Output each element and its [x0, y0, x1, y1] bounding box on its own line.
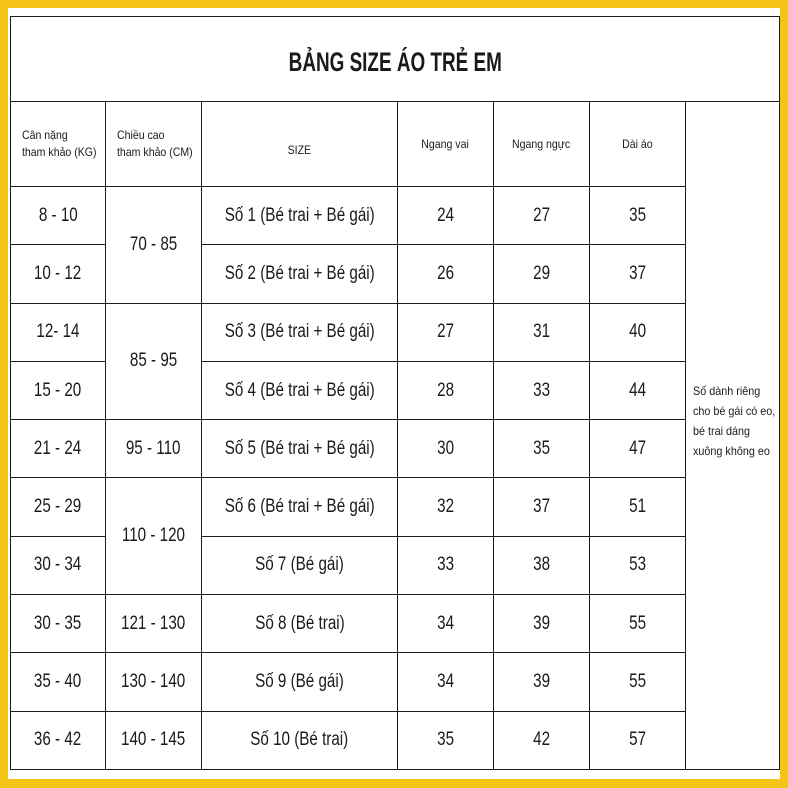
size-value: Số 8 (Bé trai) [254, 612, 345, 634]
header-height-line: Chiều cao [117, 128, 165, 142]
header-weight-line: tham khảo (KG) [22, 145, 97, 159]
header-weight [11, 102, 106, 187]
length-value: 57 [629, 729, 646, 751]
chest-cell [494, 595, 590, 653]
height-value: 70 - 85 [129, 233, 178, 255]
header-shoulder-label: Ngang vai [421, 137, 470, 151]
length-cell [590, 303, 686, 361]
note-line: Số dành riêng [693, 384, 761, 399]
size-value: Số 2 (Bé trai + Bé gái) [224, 262, 375, 284]
weight-value: 30 - 35 [34, 612, 82, 634]
length-value: 40 [629, 321, 646, 343]
header-length [590, 102, 686, 187]
chest-value: 37 [533, 496, 550, 518]
length-cell [590, 536, 686, 594]
height-cell [106, 711, 202, 769]
weight-value: 15 - 20 [34, 379, 82, 401]
weight-cell [11, 478, 106, 536]
chest-value: 39 [533, 612, 550, 634]
shoulder-value: 32 [437, 496, 454, 518]
size-value: Số 6 (Bé trai + Bé gái) [224, 496, 375, 518]
weight-cell [11, 711, 106, 769]
weight-cell [11, 187, 106, 245]
weight-value: 36 - 42 [34, 729, 82, 751]
length-value: 51 [629, 496, 646, 518]
length-cell [590, 595, 686, 653]
size-chart-table [10, 16, 780, 770]
length-value: 55 [629, 671, 646, 693]
weight-value: 25 - 29 [34, 496, 82, 518]
height-cell [106, 420, 202, 478]
size-cell [202, 187, 398, 245]
header-size [202, 102, 398, 187]
shoulder-value: 27 [437, 321, 454, 343]
note-line: xuông không eo [693, 444, 770, 459]
weight-value: 10 - 12 [34, 262, 82, 284]
size-row [11, 478, 780, 536]
shoulder-value: 33 [437, 554, 454, 576]
weight-cell [11, 245, 106, 303]
header-length-label: Dài áo [622, 137, 653, 151]
header-shoulder [398, 102, 494, 187]
height-cell [106, 478, 202, 595]
weight-value: 12- 14 [36, 321, 80, 343]
chest-cell [494, 653, 590, 711]
size-value: Số 4 (Bé trai + Bé gái) [224, 379, 375, 401]
header-height [106, 102, 202, 187]
length-value: 55 [629, 612, 646, 634]
chest-value: 35 [533, 437, 550, 459]
length-value: 53 [629, 554, 646, 576]
height-value: 95 - 110 [126, 437, 181, 459]
chest-value: 39 [533, 671, 550, 693]
header-chest [494, 102, 590, 187]
chest-value: 29 [533, 262, 550, 284]
header-height-line: tham khảo (CM) [117, 145, 193, 159]
weight-value: 8 - 10 [38, 204, 78, 226]
length-value: 44 [629, 379, 646, 401]
length-value: 47 [629, 437, 646, 459]
chest-value: 42 [533, 729, 550, 751]
size-value: Số 5 (Bé trai + Bé gái) [224, 437, 375, 459]
shoulder-cell [398, 536, 494, 594]
shoulder-cell [398, 187, 494, 245]
header-chest-label: Ngang ngực [512, 137, 571, 151]
chest-cell [494, 361, 590, 419]
height-cell [106, 187, 202, 304]
length-cell [590, 653, 686, 711]
weight-value: 30 - 34 [34, 554, 82, 576]
weight-value: 35 - 40 [34, 671, 82, 693]
length-cell [590, 478, 686, 536]
chest-cell [494, 245, 590, 303]
weight-cell [11, 420, 106, 478]
shoulder-cell [398, 361, 494, 419]
size-value: Số 3 (Bé trai + Bé gái) [224, 321, 375, 343]
size-row [11, 711, 780, 769]
size-value: Số 7 (Bé gái) [255, 554, 344, 576]
header-row [11, 102, 780, 187]
size-row [11, 653, 780, 711]
height-value: 110 - 120 [121, 525, 186, 547]
length-cell [590, 187, 686, 245]
page-title: BẢNG SIZE ÁO TRẺ EM [288, 47, 502, 77]
chest-value: 38 [533, 554, 550, 576]
weight-cell [11, 653, 106, 711]
chest-value: 31 [533, 321, 550, 343]
chest-value: 33 [533, 379, 550, 401]
shoulder-value: 24 [437, 204, 454, 226]
height-cell [106, 303, 202, 420]
length-cell [590, 711, 686, 769]
note-line: cho bé gái có eo, [693, 404, 776, 419]
size-row [11, 420, 780, 478]
note-cell [686, 102, 780, 770]
size-cell [202, 245, 398, 303]
height-cell [106, 595, 202, 653]
size-cell [202, 653, 398, 711]
shoulder-cell [398, 420, 494, 478]
length-value: 37 [629, 262, 646, 284]
header-weight-line: Cân nặng [22, 128, 68, 142]
size-cell [202, 478, 398, 536]
chest-cell [494, 536, 590, 594]
chest-cell [494, 187, 590, 245]
chest-cell [494, 478, 590, 536]
length-cell [590, 420, 686, 478]
shoulder-value: 35 [437, 729, 454, 751]
weight-cell [11, 595, 106, 653]
shoulder-cell [398, 595, 494, 653]
size-row [11, 303, 780, 361]
weight-value: 21 - 24 [34, 437, 82, 459]
size-value: Số 1 (Bé trai + Bé gái) [224, 204, 375, 226]
size-cell [202, 420, 398, 478]
chest-cell [494, 711, 590, 769]
chest-cell [494, 420, 590, 478]
shoulder-value: 30 [437, 437, 454, 459]
shoulder-cell [398, 711, 494, 769]
size-cell [202, 711, 398, 769]
weight-cell [11, 536, 106, 594]
title-cell [11, 17, 780, 102]
height-value: 140 - 145 [121, 729, 186, 751]
weight-cell [11, 361, 106, 419]
shoulder-cell [398, 245, 494, 303]
length-value: 35 [629, 204, 646, 226]
height-value: 85 - 95 [129, 350, 178, 372]
size-cell [202, 595, 398, 653]
shoulder-value: 28 [437, 379, 454, 401]
note-line: bé trai dáng [693, 424, 751, 439]
size-row [11, 187, 780, 245]
shoulder-value: 34 [437, 612, 454, 634]
size-value: Số 10 (Bé trai) [250, 729, 349, 751]
size-cell [202, 303, 398, 361]
shoulder-value: 34 [437, 671, 454, 693]
size-cell [202, 536, 398, 594]
shoulder-cell [398, 303, 494, 361]
height-value: 121 - 130 [121, 612, 186, 634]
size-value: Số 9 (Bé gái) [255, 671, 344, 693]
shoulder-cell [398, 478, 494, 536]
shoulder-cell [398, 653, 494, 711]
size-row [11, 595, 780, 653]
height-cell [106, 653, 202, 711]
chest-cell [494, 303, 590, 361]
height-value: 130 - 140 [121, 671, 186, 693]
size-cell [202, 361, 398, 419]
length-cell [590, 245, 686, 303]
length-cell [590, 361, 686, 419]
weight-cell [11, 303, 106, 361]
shoulder-value: 26 [437, 262, 454, 284]
chest-value: 27 [533, 204, 550, 226]
title-row [11, 17, 780, 102]
header-size-label: SIZE [287, 143, 312, 157]
